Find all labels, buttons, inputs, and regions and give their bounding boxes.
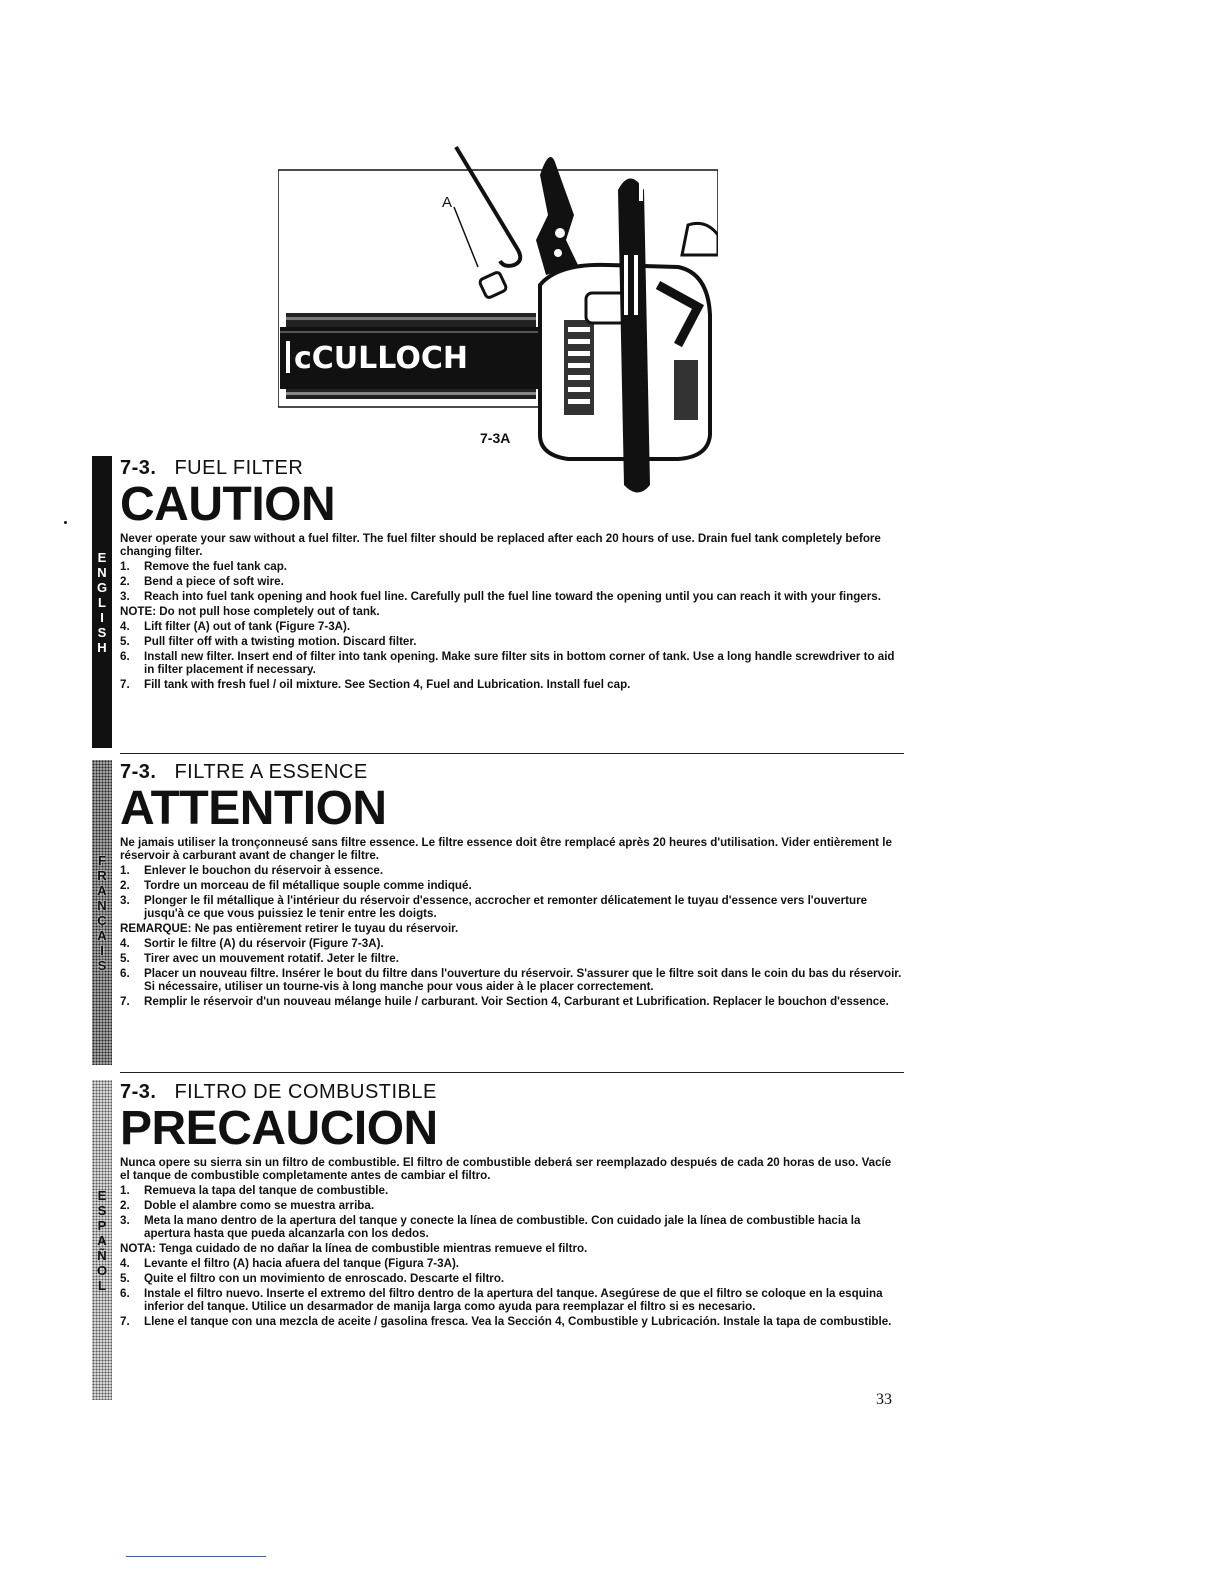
step-item xyxy=(120,879,904,892)
step-number: 6. xyxy=(120,967,130,980)
step-list xyxy=(120,560,904,603)
heading-part: 7-3. xyxy=(120,457,157,479)
heading-part: FILTRO DE COMBUSTIBLE xyxy=(174,1081,437,1103)
side-letter: A xyxy=(97,927,107,943)
step-list xyxy=(120,1184,904,1240)
figure-label-a: A xyxy=(442,194,453,211)
step-text: Llene el tanque con una mezcla de aceite / gasolina fresca. Vea la Sección 4, Combustible y Lubricación. Instale la tapa de combustible. xyxy=(144,1315,892,1328)
step-number: 3. xyxy=(120,590,130,603)
figure-7-3a xyxy=(278,145,718,495)
section-content xyxy=(120,1080,904,1330)
step-number: 4. xyxy=(120,1257,130,1270)
step-item xyxy=(120,590,904,603)
step-number: 6. xyxy=(120,1287,130,1300)
step-item xyxy=(120,894,904,920)
note-text: NOTA: Tenga cuidado de no dañar la línea de combustible mientras remueve el filtro. xyxy=(120,1242,588,1255)
heading-part: FILTRE A ESSENCE xyxy=(174,761,368,783)
step-text: Pull filter off with a twisting motion. Discard filter. xyxy=(144,635,417,648)
side-letter: P xyxy=(97,1217,107,1233)
side-letter: H xyxy=(97,639,107,655)
warning-text: Nunca opere su sierra sin un filtro de combustible. El filtro de combustible deberá ser reemplazado después de cada 20 horas de uso. Vacíe el tanque de combustible completamente antes de cambiar el filtro. xyxy=(120,1156,892,1182)
note-text: REMARQUE: Ne pas entièrement retirer le tuyau du réservoir. xyxy=(120,922,459,935)
step-text: Instale el filtro nuevo. Inserte el extremo del filtro dentro de la apertura del tanque. Asegúrese de que el filtro se coloque en la esquina inferior del tanque. Utilice un desarmador de manija larga como ayuda para reemplazar el filtro si es necesario. xyxy=(144,1287,883,1313)
side-letter: R xyxy=(97,867,107,883)
step-item xyxy=(120,620,904,633)
step-number: 3. xyxy=(120,894,130,907)
step-text: Install new filter. Insert end of filter into tank opening. Make sure filter sits in bottom corner of tank. Use a long handle screwdriver to aid in filter placement if necessary. xyxy=(144,650,895,676)
heading-part: 7-3. xyxy=(120,761,157,783)
step-list xyxy=(120,1257,904,1328)
step-list xyxy=(120,937,904,1008)
language-tab-english xyxy=(92,456,112,748)
section-heading xyxy=(120,456,904,480)
step-item xyxy=(120,635,904,648)
step-number: 4. xyxy=(120,937,130,950)
step-number: 4. xyxy=(120,620,130,633)
note-text: NOTE: Do not pull hose completely out of tank. xyxy=(120,605,380,618)
step-item xyxy=(120,575,904,588)
step-number: 1. xyxy=(120,560,130,573)
step-number: 7. xyxy=(120,1315,130,1328)
step-item xyxy=(120,864,904,877)
side-letter: N xyxy=(97,897,107,913)
step-text: Tirer avec un mouvement rotatif. Jeter le filtre. xyxy=(144,952,399,965)
step-item xyxy=(120,560,904,573)
side-letter: Ç xyxy=(97,912,107,928)
step-item xyxy=(120,1287,904,1313)
side-letter: I xyxy=(100,942,104,958)
brand-logo xyxy=(286,341,468,376)
step-item xyxy=(120,1184,904,1197)
step-text: Plonger le fil métallique à l'intérieur du réservoir d'essence, accrocher et remonter délicatement le tuyau d'essence vers l'ouverture jusqu'à ce que vous puissiez le tenir entre les doigts. xyxy=(144,894,868,920)
step-text: Doble el alambre como se muestra arriba. xyxy=(144,1199,375,1212)
step-number: 2. xyxy=(120,879,130,892)
step-text: Remove the fuel tank cap. xyxy=(144,560,288,573)
side-letter: F xyxy=(98,852,106,868)
section-espanol xyxy=(92,1080,904,1400)
step-item xyxy=(120,1199,904,1212)
step-item xyxy=(120,650,904,676)
step-text: Bend a piece of soft wire. xyxy=(144,575,284,588)
heading-part: 7-3. xyxy=(120,1081,157,1103)
warning-text: Never operate your saw without a fuel filter. The fuel filter should be replaced after each 20 hours of use. Drain fuel tank completely before changing filter. xyxy=(120,532,881,558)
side-letter: A xyxy=(97,1232,107,1248)
warning-text: Ne jamais utiliser la tronçonneusé sans filtre essence. Le filtre essence doit être remplacé après 20 heures d'utilisation. Vider entièrement le réservoir à carburant avant de changer le filtre. xyxy=(120,836,892,862)
step-number: 5. xyxy=(120,1272,130,1285)
step-item xyxy=(120,1315,904,1328)
footer-line xyxy=(126,1556,266,1557)
step-item xyxy=(120,1214,904,1240)
step-text: Levante el filtro (A) hacia afuera del tanque (Figura 7-3A). xyxy=(144,1257,460,1270)
language-tab-espanol xyxy=(92,1080,112,1400)
step-text: Fill tank with fresh fuel / oil mixture. See Section 4, Fuel and Lubrication. Install fuel cap. xyxy=(144,678,631,691)
section-content xyxy=(120,760,904,1010)
step-number: 1. xyxy=(120,1184,130,1197)
side-letter: L xyxy=(98,594,106,610)
step-text: Remueva la tapa del tanque de combustible. xyxy=(144,1184,389,1197)
step-text: Enlever le bouchon du réservoir à essence. xyxy=(144,864,384,877)
section-francais xyxy=(92,760,904,1065)
step-list xyxy=(120,620,904,691)
chainsaw-illustration xyxy=(278,145,718,495)
step-item xyxy=(120,952,904,965)
warning-title: CAUTION xyxy=(120,478,336,531)
step-text: Meta la mano dentro de la apertura del tanque y conecte la línea de combustible. Con cuidado jale la línea de combustible hacia la apertura hasta que pueda alcanzarla con los dedos. xyxy=(144,1214,861,1240)
step-text: Sortir le filtre (A) du réservoir (Figure 7-3A). xyxy=(144,937,384,950)
step-item xyxy=(120,995,904,1008)
step-item xyxy=(120,678,904,691)
step-number: 1. xyxy=(120,864,130,877)
step-item xyxy=(120,937,904,950)
step-number: 5. xyxy=(120,635,130,648)
step-list xyxy=(120,864,904,920)
section-heading xyxy=(120,760,904,784)
side-letter: O xyxy=(96,1262,108,1278)
step-text: Quite el filtro con un movimiento de enroscado. Descarte el filtro. xyxy=(144,1272,505,1285)
side-letter: E xyxy=(97,549,107,565)
step-number: 2. xyxy=(120,575,130,588)
step-number: 7. xyxy=(120,995,130,1008)
section-heading xyxy=(120,1080,904,1104)
step-number: 2. xyxy=(120,1199,130,1212)
step-item xyxy=(120,1272,904,1285)
figure-caption: 7-3A xyxy=(480,430,511,446)
section-divider xyxy=(120,1072,904,1073)
side-letter: G xyxy=(96,579,108,595)
side-letter: S xyxy=(97,624,107,640)
side-letter: I xyxy=(100,609,104,625)
side-letter: S xyxy=(97,957,107,973)
heading-part: FUEL FILTER xyxy=(174,457,304,479)
side-letter: A xyxy=(97,882,107,898)
side-letter: E xyxy=(97,1187,107,1203)
step-item xyxy=(120,1257,904,1270)
step-number: 5. xyxy=(120,952,130,965)
side-letter: L xyxy=(98,1277,106,1293)
step-text: Remplir le réservoir d'un nouveau mélange huile / carburant. Voir Section 4, Carburant et Lubrification. Replacer le bouchon d'essence. xyxy=(144,995,889,1008)
side-letter: Ñ xyxy=(97,1247,107,1263)
step-text: Reach into fuel tank opening and hook fuel line. Carefully pull the fuel line toward the opening until you can reach it with your fingers. xyxy=(144,590,881,603)
side-letter: S xyxy=(97,1202,107,1218)
page-number: 33 xyxy=(876,1391,892,1408)
stray-mark xyxy=(64,521,67,524)
side-letter: N xyxy=(97,564,107,580)
step-number: 3. xyxy=(120,1214,130,1227)
language-tab-francais xyxy=(92,760,112,1065)
section-content xyxy=(120,456,904,693)
step-text: Placer un nouveau filtre. Insérer le bout du filtre dans l'ouverture du réservoir. S'assurer que le filtre soit dans le coin du bas du réservoir. Si nécessaire, utiliser un tourne-vis à long manche pour vous aider à le placer correctement. xyxy=(144,967,902,993)
brand-text: cCULLOCH xyxy=(294,341,468,376)
warning-title: ATTENTION xyxy=(120,782,387,835)
step-text: Lift filter (A) out of tank (Figure 7-3A). xyxy=(144,620,351,633)
step-item xyxy=(120,967,904,993)
section-english xyxy=(92,456,904,748)
step-number: 6. xyxy=(120,650,130,663)
warning-title: PRECAUCION xyxy=(120,1102,438,1155)
step-number: 7. xyxy=(120,678,130,691)
section-divider xyxy=(120,753,904,754)
step-text: Tordre un morceau de fil métallique souple comme indiqué. xyxy=(144,879,472,892)
